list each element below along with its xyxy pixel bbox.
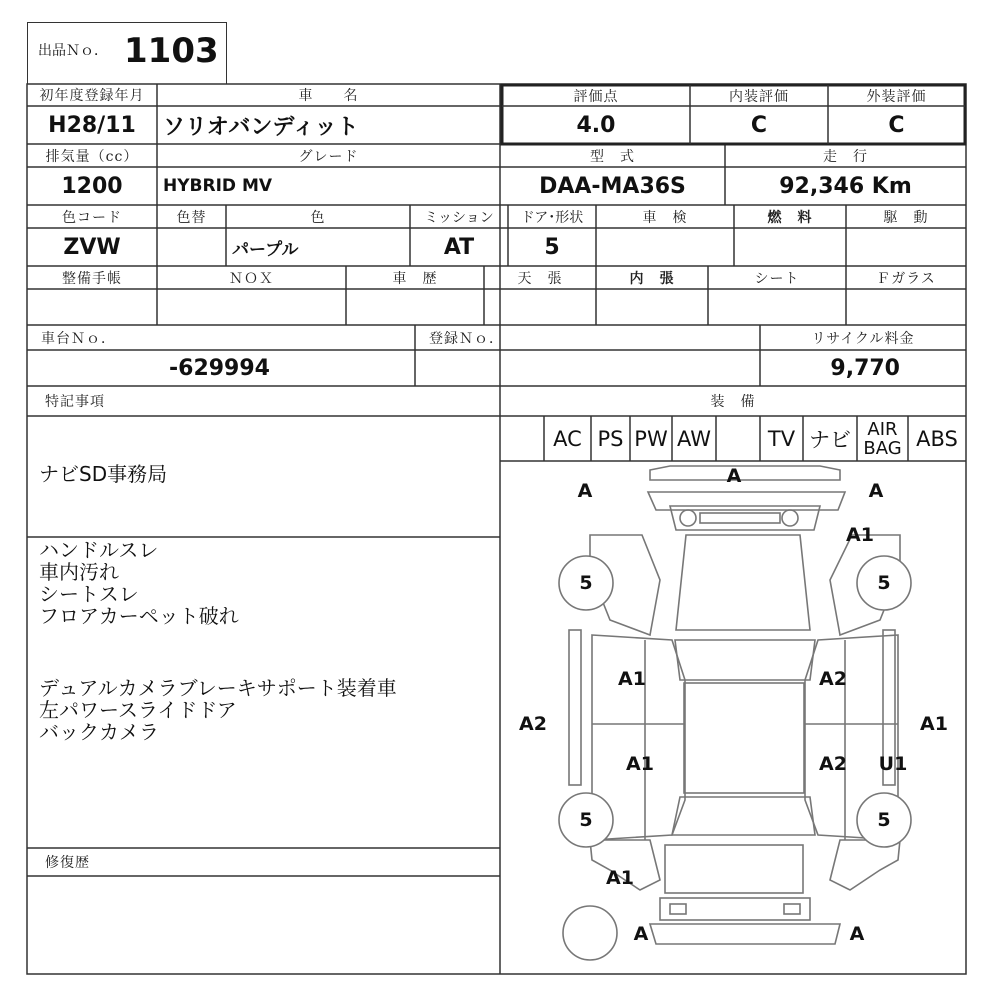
chassis-no-value: -629994 <box>169 355 270 381</box>
remarks-line-1: ナビSD事務局 <box>39 462 168 486</box>
equipment-pw: PW <box>634 426 668 451</box>
car-name-value: ソリオバンディット <box>163 114 359 140</box>
repair-history-label: 修復歴 <box>45 855 90 871</box>
mission-value: AT <box>443 234 475 260</box>
grade-label: グレード <box>298 148 359 165</box>
color-code-label: 色コード <box>62 209 122 226</box>
tire-front-right <box>857 556 911 610</box>
reg-date-label: 初年度登録年月 <box>39 88 145 104</box>
mark-front-left: A <box>577 480 593 502</box>
car-name-label: 車 名 <box>298 88 359 104</box>
tire-rear-right <box>857 793 911 847</box>
equipment-ac: AC <box>553 426 582 451</box>
equipment-abs: ABS <box>916 426 958 451</box>
score-label: 評価点 <box>573 88 619 105</box>
lot-label: 出品Ｎｏ． <box>38 43 108 59</box>
headliner-label: 天 張 <box>517 270 563 287</box>
model-value: DAA-MA36S <box>539 173 686 199</box>
equipment-navi: ナビ <box>809 427 851 452</box>
drive-value <box>846 228 966 266</box>
mark-hood-right: A1 <box>846 524 874 546</box>
mark-right-front-door: A2 <box>819 668 847 690</box>
equipment-aw: AW <box>677 426 711 451</box>
remarks-item: 左パワースライドドア <box>39 698 237 722</box>
seat-label: シート <box>754 270 800 287</box>
reg-date-value: H28/11 <box>48 112 136 138</box>
remarks-item: 車内汚れ <box>39 560 119 584</box>
mark-tire-front-left: 5 <box>579 572 593 594</box>
front-glass-label: Ｆガラス <box>876 270 936 287</box>
registration-no-label: 登録Ｎｏ． <box>429 330 504 347</box>
recycle-fee-value: 9,770 <box>830 355 900 381</box>
exterior-grade-label: 外装評価 <box>866 88 927 105</box>
maintenance-book-label: 整備手帳 <box>62 270 122 287</box>
remarks-label: 特記事項 <box>45 394 105 410</box>
equipment-ps: PS <box>597 426 624 451</box>
registration-no-value <box>415 350 760 386</box>
repaint-label: 色替 <box>176 209 207 226</box>
equipment-blank-2 <box>716 416 760 461</box>
remarks-item: バックカメラ <box>39 720 159 744</box>
recycle-fee-label: リサイクル料金 <box>811 330 915 347</box>
nox-label: ＮＯＸ <box>229 270 274 287</box>
mark-tire-rear-left: 5 <box>579 809 593 831</box>
spare-tire <box>563 906 617 960</box>
door-value: 5 <box>544 234 560 260</box>
color-value: パープル <box>232 239 299 260</box>
tire-rear-left <box>559 793 613 847</box>
mark-left-front-door: A1 <box>618 668 646 690</box>
remarks-item: ハンドルスレ <box>39 538 159 562</box>
mark-rear-right: A <box>849 923 865 945</box>
mark-left-rear-door: A1 <box>626 753 654 775</box>
equipment-tv: TV <box>767 426 796 451</box>
inner-trim-label: 内 張 <box>629 270 675 287</box>
interior-grade-label: 内装評価 <box>729 88 789 105</box>
mark-right-rear: U1 <box>878 753 908 775</box>
inspection-value <box>596 228 734 266</box>
mileage-value: 92,346 Km <box>779 173 912 199</box>
remarks-block-2 <box>39 539 239 627</box>
displacement-label: 排気量（cc） <box>45 148 139 165</box>
lot-number: 1103 <box>124 31 219 71</box>
repaint-value <box>157 228 226 266</box>
car-diagram <box>500 461 966 974</box>
mark-rear-left: A <box>633 923 649 945</box>
grade-value: HYBRID MV <box>163 176 273 196</box>
remarks-item: フロアカーペット破れ <box>39 604 239 628</box>
vehicle-history-label: 車 歴 <box>392 270 438 287</box>
mark-left-side: A2 <box>519 713 547 735</box>
equipment-airbag: AIR BAG <box>863 418 902 459</box>
color-label: 色 <box>310 209 326 226</box>
equipment-label: 装 備 <box>710 394 756 410</box>
mark-trunk: A1 <box>606 867 634 889</box>
exterior-grade-value: C <box>888 112 905 138</box>
remarks-block-3 <box>39 677 397 743</box>
mark-tire-rear-right: 5 <box>877 809 891 831</box>
mileage-label: 走 行 <box>823 148 868 165</box>
drive-label: 駆 動 <box>883 209 929 226</box>
fuel-value <box>734 228 846 266</box>
door-label: ドア･形状 <box>520 209 584 226</box>
fuel-label: 燃 料 <box>767 209 813 226</box>
chassis-no-label: 車台Ｎｏ． <box>41 330 116 347</box>
inspection-label: 車 検 <box>642 209 688 226</box>
remarks-item: シートスレ <box>39 582 139 606</box>
mark-right-rear-door: A2 <box>819 753 847 775</box>
color-code-value: ZVW <box>63 234 121 260</box>
mission-label: ミッション <box>424 209 494 226</box>
mark-tire-front-right: 5 <box>877 572 891 594</box>
mark-front-right: A <box>868 480 884 502</box>
equipment-blank-1 <box>500 416 544 461</box>
remarks-item: デュアルカメラブレーキサポート装着車 <box>39 676 397 700</box>
interior-grade-value: C <box>750 112 768 138</box>
displacement-value: 1200 <box>61 173 123 199</box>
tire-front-left <box>559 556 613 610</box>
score-value: 4.0 <box>576 112 616 138</box>
model-label: 型 式 <box>590 148 635 165</box>
mark-front-bumper: A <box>726 465 742 487</box>
mark-right-side: A1 <box>920 713 948 735</box>
